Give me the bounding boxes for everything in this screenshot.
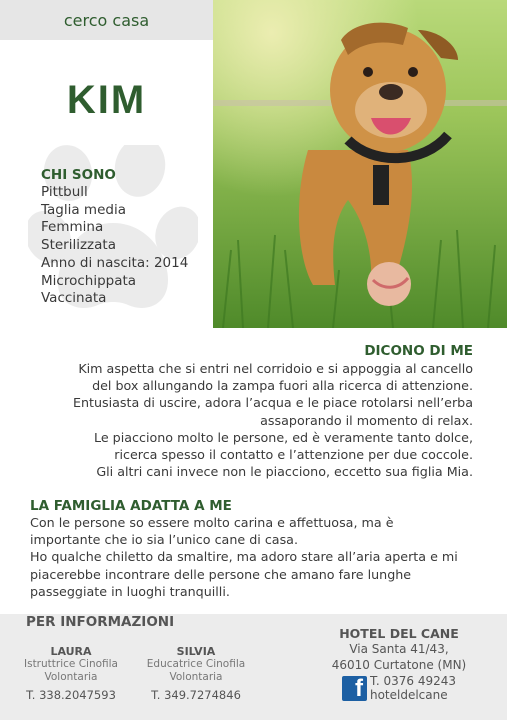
contact-laura [6,645,136,702]
hotel-social [324,674,474,702]
dicono-di-me-text [23,360,473,480]
famiglia-text [30,514,490,600]
list-item: Femmina [41,219,104,236]
hotel-address: 46010 Curtatone (MN) [331,658,467,672]
dog-name: KIM [66,78,147,122]
text-line: del box allungando la zampa fuori alla ricerca di attenzione. [92,378,473,394]
text-line: Entusiasta di uscire, adora l’acqua e le piace rotolarsi nell’erba [72,395,473,411]
text-line: Kim aspetta che si entri nel corridoio e si appoggia al cancello [78,361,473,376]
text-line: Con le persone so essere molto carina e affettuosa, ma è [30,515,394,530]
text-line: importante che io sia l’unico cane di casa. [30,532,298,548]
contact-role: Istruttrice Cinofila [24,658,118,670]
contact-role: Volontaria [169,671,223,683]
chi-sono-list [41,184,188,308]
list-item: Taglia media [41,201,126,218]
hotel-address: Via Santa 41/43, [349,642,449,656]
list-item: Anno di nascita: 2014 [41,254,189,271]
text-line: assaporando il momento di relax. [260,412,473,428]
chi-sono-title: CHI SONO [41,167,116,183]
list-item: Pittbull [41,184,88,200]
famiglia-title: LA FAMIGLIA ADATTA A ME [30,498,232,514]
text-line: passeggiate in luoghi tranquilli. [30,583,230,599]
text-line: piacerebbe incontrare delle persone che amano fare lunghe [30,566,412,582]
text-line: ricerca spesso il contatto e l’attenzione per due coccole. [114,447,473,463]
text-line: Ho qualche chiletto da smaltire, ma adoro stare all’aria aperta e mi [30,549,458,565]
text-line: Gli altri cani invece non le piacciono, eccetto sua figlia Mia. [96,464,473,480]
hotel-info [324,626,474,702]
text-line: Le piacciono molto le persone, ed è veramente tanto dolce, [93,429,473,445]
list-item: Sterilizzata [41,237,116,254]
contact-name: LAURA [50,645,92,658]
header-tag-label: cerco casa [63,10,150,30]
hotel-name: HOTEL DEL CANE [339,626,459,641]
contact-silvia [131,645,261,702]
hotel-social-handle[interactable]: hoteldelcane [369,688,448,702]
hotel-contact [370,674,456,702]
dicono-di-me-title: DICONO DI ME [364,343,473,359]
contact-phone[interactable]: T. 338.2047593 [26,688,116,702]
contact-role: Educatrice Cinofila [146,658,246,670]
hotel-phone[interactable]: T. 0376 49243 [369,674,457,688]
info-footer [0,614,507,720]
header-tag [0,0,213,40]
contact-role: Volontaria [44,671,98,683]
facebook-icon[interactable]: f [342,676,367,701]
dog-photo [213,0,507,328]
contact-phone[interactable]: T. 349.7274846 [151,688,241,702]
contact-name: SILVIA [176,645,216,658]
footer-title: PER INFORMAZIONI [26,614,175,630]
list-item: Microchippata [41,272,137,289]
list-item: Vaccinata [41,290,107,307]
dog-photo-illustration [213,0,507,328]
